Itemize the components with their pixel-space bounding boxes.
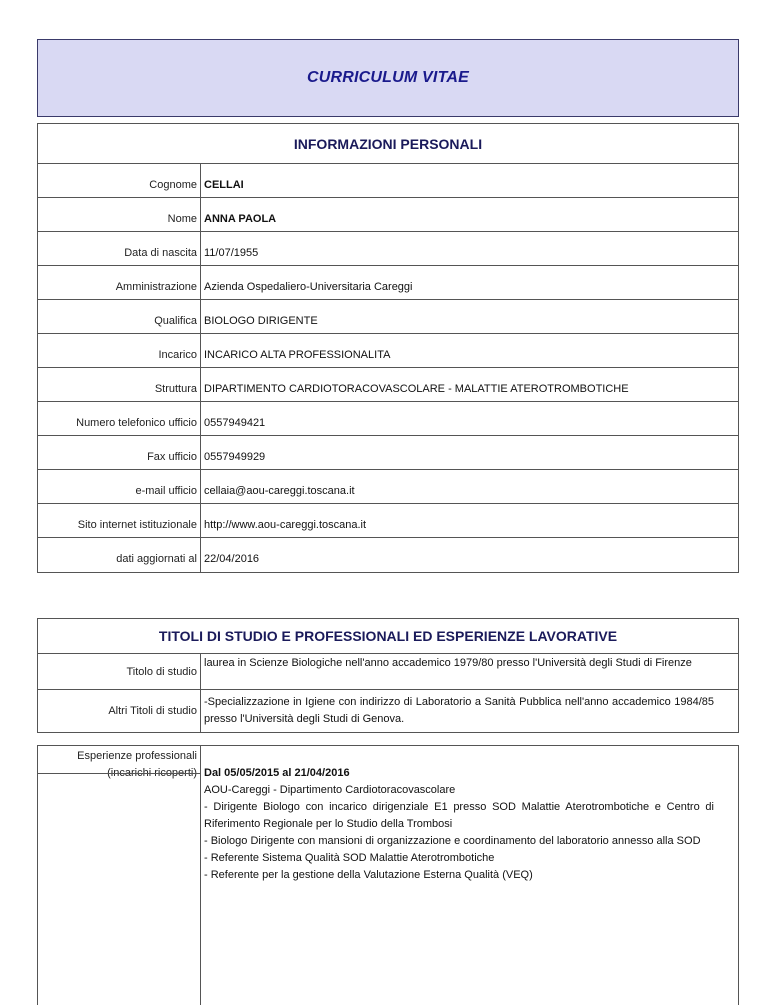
personal-info-label: Nome [38,198,201,231]
personal-info-value: Azienda Ospedaliero-Universitaria Careggi [204,281,413,293]
personal-info-value: BIOLOGO DIRIGENTE [204,315,318,327]
personal-info-label: Qualifica [38,300,201,333]
personal-info-label: Fax ufficio [38,436,201,469]
personal-info-row [38,504,738,538]
personal-info-label: Data di nascita [38,232,201,265]
personal-info-value: 0557949421 [204,417,266,429]
personal-info-label: dati aggiornati al [38,538,201,572]
education-title: TITOLI DI STUDIO E PROFESSIONALI ED ESPERIENZE LAVORATIVE [38,619,738,654]
personal-info-row [38,538,738,572]
titolo-label: Titolo di studio [38,654,201,689]
personal-info-value: 22/04/2016 [204,553,260,565]
experience-line: - Dirigente Biologo con incarico dirigenziale E1 presso SOD Malattie Aterotrombotiche e Centro di Riferimento Regionale per lo Studio della Trombosi [204,801,714,830]
personal-info-row [38,402,738,436]
cv-header [37,39,739,117]
experience-period: Dal 05/05/2015 al 21/04/2016 [204,767,350,779]
personal-info-row [38,470,738,504]
personal-info-row [38,368,738,402]
titolo-value: laurea in Scienze Biologiche nell'anno accademico 1979/80 presso l'Università degli Studi di Firenze [204,657,692,669]
experience-label-line2: (incarichi ricoperti) [107,767,197,779]
personal-info-label: e-mail ufficio [38,470,201,503]
personal-info-value: ANNA PAOLA [204,213,277,225]
altri-titoli-label: Altri Titoli di studio [38,690,201,732]
experience-line: AOU-Careggi - Dipartimento Cardiotoracovascolare [204,784,456,796]
altri-titoli-value: -Specializzazione in Igiene con indirizzo di Laboratorio a Sanità Pubblica nell'anno accademico 1984/85 presso l'Università degli Studi di Genova. [204,696,714,725]
personal-info-label: Cognome [38,164,201,197]
altri-titoli-row [38,690,738,732]
personal-info-row [38,300,738,334]
personal-info-row [38,164,738,198]
personal-info-value: CELLAI [204,179,244,191]
personal-info-title: INFORMAZIONI PERSONALI [38,124,738,164]
personal-info-label: Sito internet istituzionale [38,504,201,537]
personal-info-label: Amministrazione [38,266,201,299]
education-section [37,618,739,733]
experience-line: - Referente per la gestione della Valutazione Esterna Qualità (VEQ) [204,869,533,881]
experience-line: - Referente Sistema Qualità SOD Malattie Aterotrombotiche [204,852,495,864]
experience-value [201,746,738,1005]
personal-info-label: Incarico [38,334,201,367]
personal-info-row [38,266,738,300]
experience-section [37,745,739,1005]
personal-info-row [38,436,738,470]
personal-info-value: 0557949929 [204,451,266,463]
cv-title: CURRICULUM VITAE [306,69,469,86]
personal-info-value: INCARICO ALTA PROFESSIONALITA [204,349,391,361]
titolo-row [38,654,738,690]
personal-info-label: Struttura [38,368,201,401]
experience-label [38,746,201,1005]
personal-info-value: DIPARTIMENTO CARDIOTORACOVASCOLARE - MALATTIE ATEROTROMBOTICHE [204,383,629,395]
personal-info-section [37,123,739,573]
personal-info-label: Numero telefonico ufficio [38,402,201,435]
personal-info-row [38,198,738,232]
personal-info-value[interactable]: http://www.aou-careggi.toscana.it [204,519,367,531]
experience-label-line1: Esperienze professionali [77,750,197,762]
personal-info-value[interactable]: cellaia@aou-careggi.toscana.it [204,485,355,497]
personal-info-row [38,232,738,266]
personal-info-rows [38,164,738,572]
experience-line: - Biologo Dirigente con mansioni di organizzazione e coordinamento del laboratorio annesso alla SOD [204,835,701,847]
personal-info-value: 11/07/1955 [204,247,259,259]
personal-info-row [38,334,738,368]
